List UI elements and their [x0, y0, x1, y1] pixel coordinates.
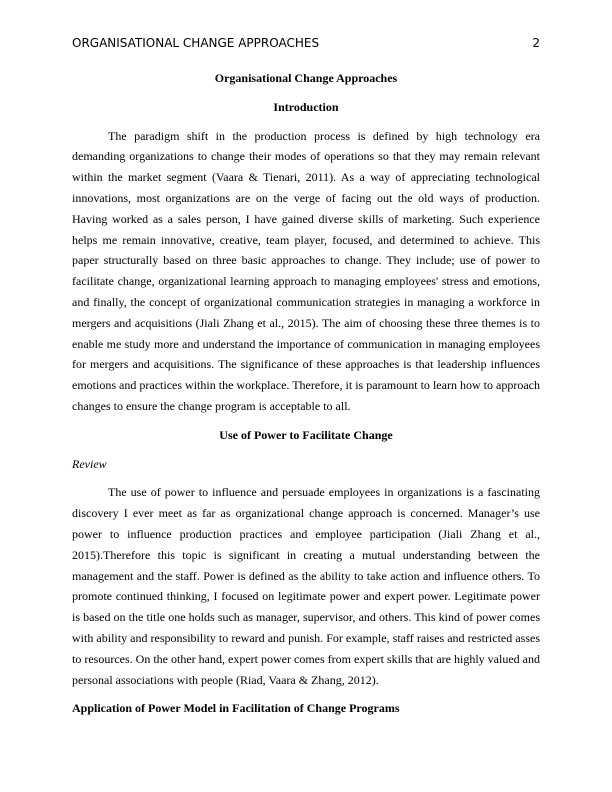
introduction-heading: Introduction — [273, 99, 339, 114]
document-title: Organisational Change Approaches — [214, 71, 398, 85]
page-number: 2 — [532, 36, 540, 50]
power-section-heading: Use of Power to Facilitate Change — [219, 427, 393, 442]
introduction-paragraph: The paradigm shift in the production process is defined by high technology era demanding organizations to change their modes of operations so that they may remain relevant within the market segment (Vaara & Tienari, 2011). As a way of appreciating technological innovations, most organizations are on the verge of facing out the old ways of production. Having worked as a sales person, I have gained diverse skills of marketing. Such experience helps me remain innovative, creative, team player, focused, and determined to achieve. This paper structurally based on three basic approaches to change. They include; use of power to facilitate change, organizational learning approach to managing employees' stress and emotions, and finally, the concept of organizational communication strategies in managing a workforce in mergers and acquisitions (Jiali Zhang et al., 2015). The aim of choosing these three themes is to enable me study more and understand the importance of communication in managing employees for mergers and acquisitions. The significance of these approaches is that leadership influences emotions and practices within the workplace. Therefore, it is paramount to learn how to approach changes to ensure the change program is acceptable to all. — [72, 128, 540, 413]
review-subheading: Review — [72, 456, 107, 471]
document-body — [72, 68, 540, 719]
running-head: ORGANISATIONAL CHANGE APPROACHES — [72, 36, 320, 50]
review-paragraph: The use of power to influence and persuade employees in organizations is a fascinating discovery I ever meet as far as organizational change approach is concerned. Manager’s use power to influence production practices and employee participation (Jiali Zhang et al., 2015).Therefore this topic is significant in creating a mutual understanding between the management and the staff. Power is defined as the ability to take action and influence others. To promote continued thinking, I focused on legitimate power and expert power. Legitimate power is based on the title one holds such as manager, supervisor, and others. This kind of power comes with ability and responsibility to reward and punish. For example, staff raises and restricted asses to resources. On the other hand, expert power comes from expert skills that are highly valued and personal associations with people (Riad, Vaara & Zhang, 2012). — [72, 485, 540, 687]
application-section-heading: Application of Power Model in Facilitation of Change Programs — [72, 701, 400, 716]
page-header — [72, 35, 540, 51]
